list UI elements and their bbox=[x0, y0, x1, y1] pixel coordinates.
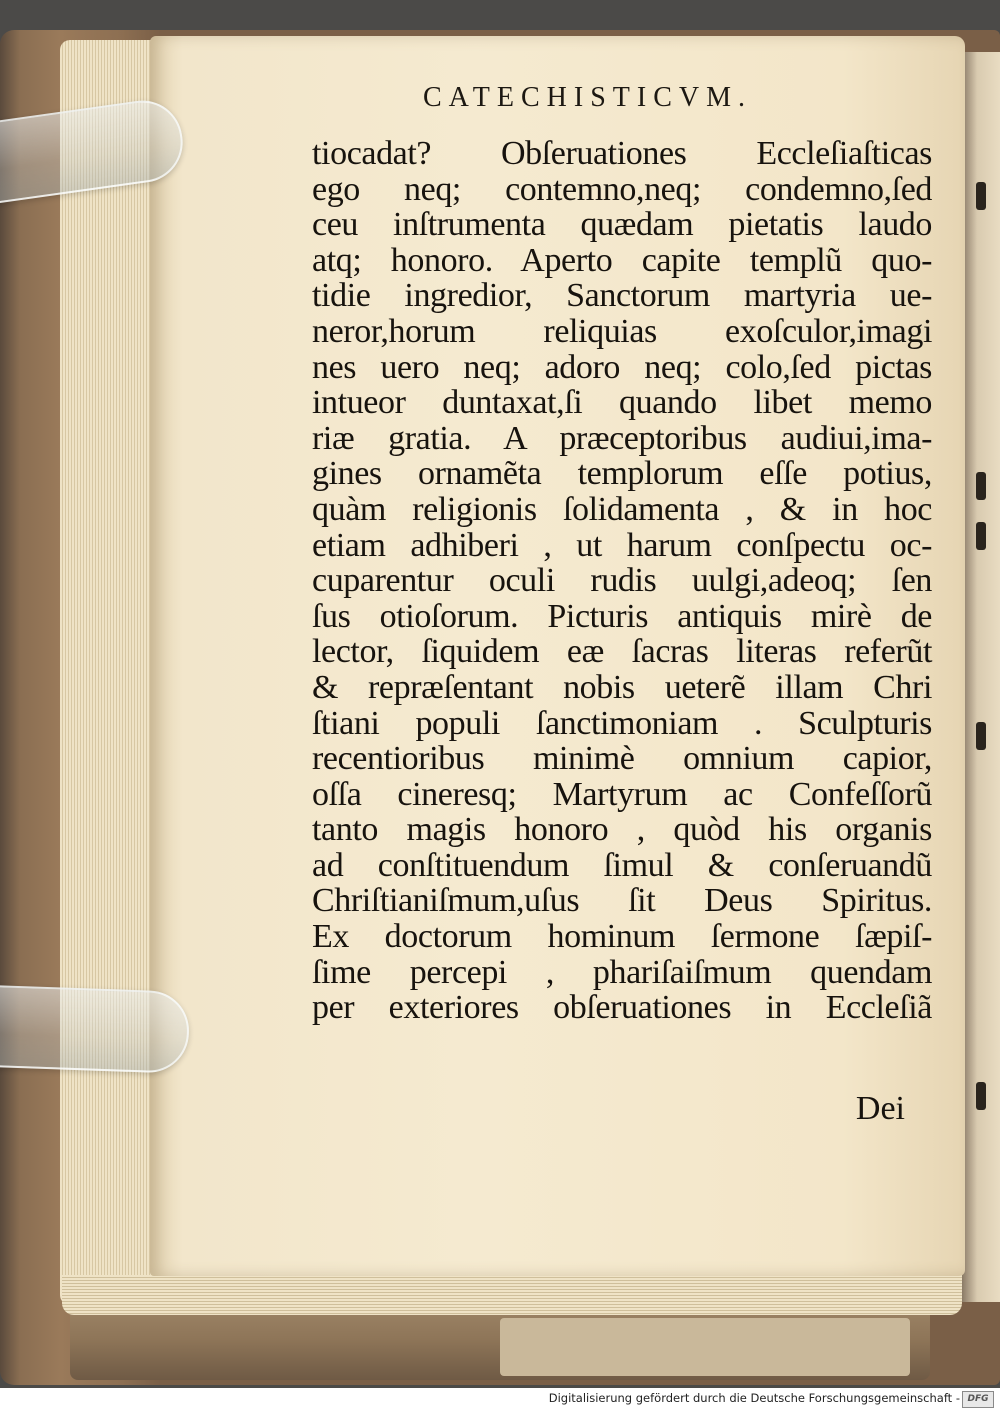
running-head-text: CATECHISTICVM. bbox=[422, 82, 752, 113]
text-line: tiocadat? Obſeruationes Eccleſiaſticas bbox=[312, 135, 932, 172]
text-line: intueor duntaxat,ſi quando libet memo bbox=[312, 384, 932, 422]
text-line: & repræſentant nobis ueterẽ illam Chri bbox=[312, 668, 932, 706]
page-stack-bottom bbox=[62, 1275, 962, 1315]
text-line: ſtiani populi ſanctimoniam . Sculpturis bbox=[312, 704, 932, 742]
text-line: ſime percepi , phariſaiſmum quendam bbox=[312, 953, 932, 991]
running-head bbox=[150, 82, 965, 114]
text-line: recentioribus minimè omnium capior, bbox=[312, 740, 932, 778]
text-line: etiam adhiberi , ut harum conſpectu oc- bbox=[312, 526, 932, 564]
text-line: tidie ingredior, Sanctorum martyria ue- bbox=[312, 277, 932, 315]
text-line: riæ gratia. A præceptoribus audiui,ima- bbox=[312, 419, 932, 457]
text-line: Chriſtianiſmum,uſus ſit Deus Spiritus. bbox=[312, 882, 932, 920]
facing-page-marks bbox=[962, 52, 1000, 1302]
dfg-logo: DFG bbox=[962, 1391, 994, 1408]
text-line: quàm religionis ſolidamenta , & in hoc bbox=[312, 490, 932, 528]
text-line: ego neq; contemno,neq; condemno,ſed bbox=[312, 170, 932, 208]
text-line: nes uero neq; adoro neq; colo,ſed pictas bbox=[312, 348, 932, 386]
text-line: neror,horum reliquias exoſculor,imagi bbox=[312, 312, 932, 350]
catchword: Dei bbox=[855, 1090, 905, 1127]
glass-clip-bottom bbox=[0, 985, 190, 1074]
text-line: gines ornamẽta templorum eſſe potius, bbox=[312, 455, 932, 493]
text-line: per exteriores obſeruationes in Eccleſiã bbox=[312, 989, 932, 1027]
text-line: oſſa cineresq; Martyrum ac Confeſſorũ bbox=[312, 775, 932, 813]
text-block bbox=[312, 136, 932, 1026]
text-line: tanto magis honoro , quòd his organis bbox=[312, 811, 932, 849]
facing-page-edge bbox=[962, 52, 1000, 1302]
text-line: lector, ſiquidem eæ ſacras literas referũt bbox=[312, 633, 932, 671]
text-line: ſus otioſorum. Picturis antiquis mirè de bbox=[312, 597, 932, 635]
board-paper-patch bbox=[500, 1318, 910, 1376]
text-line: atq; honoro. Aperto capite templũ quo- bbox=[312, 241, 932, 279]
text-line: Ex doctorum hominum ſermone ſæpiſ- bbox=[312, 918, 932, 956]
text-line: cuparentur oculi rudis uulgi,adeoq; ſen bbox=[312, 562, 932, 600]
footer-credit: Digitalisierung gefördert durch die Deutsche Forschungsgemeinschaft - bbox=[548, 1391, 960, 1405]
footer-bar bbox=[0, 1388, 1000, 1410]
text-line: ceu inſtrumenta quædam pietatis laudo bbox=[312, 206, 932, 244]
text-line: ad conſtituendum ſimul & conſeruandũ bbox=[312, 846, 932, 884]
